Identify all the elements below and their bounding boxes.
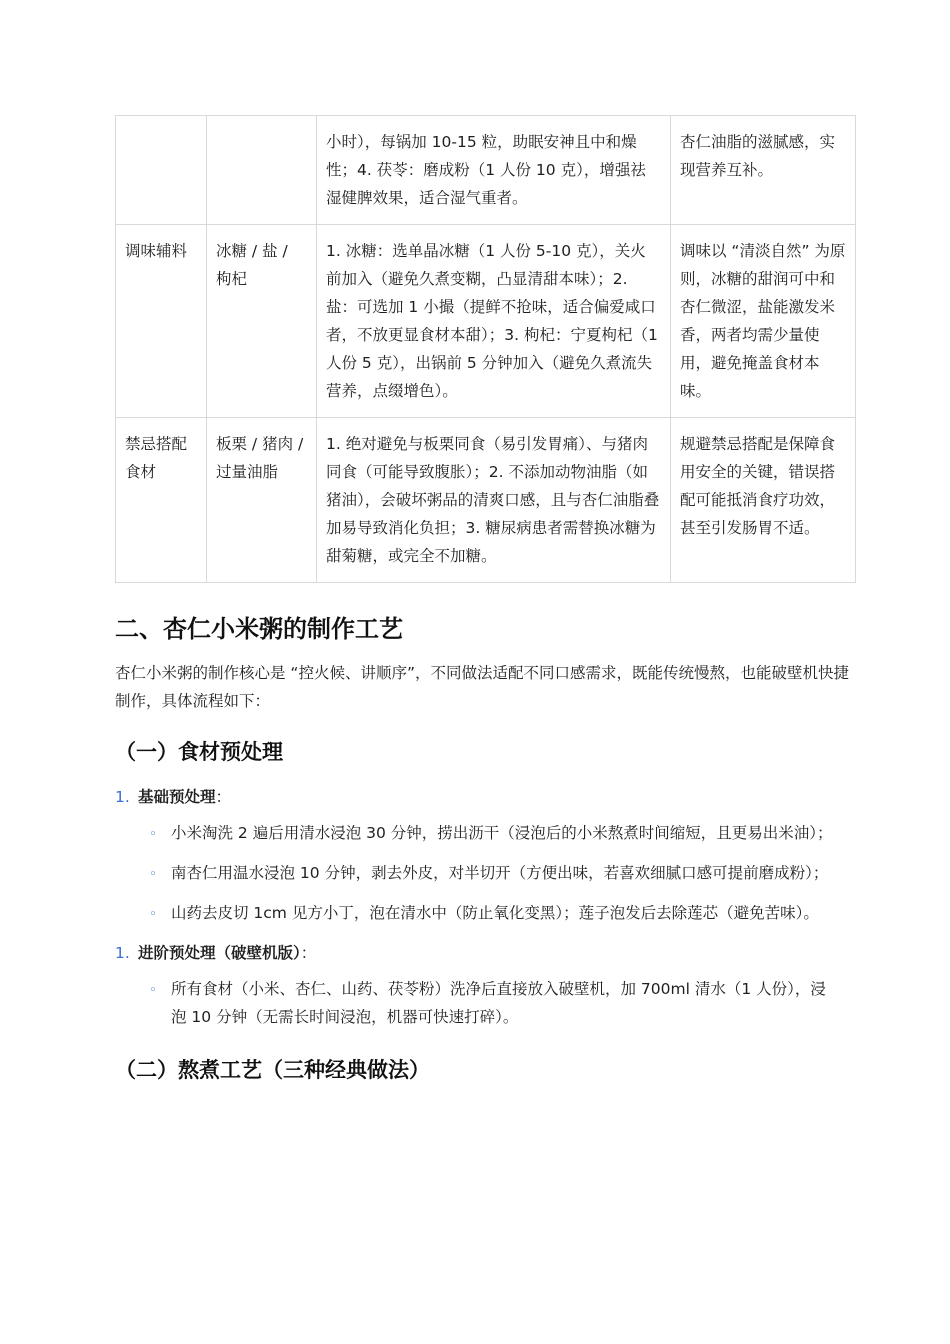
section-intro: 杏仁小米粥的制作核心是 “控火候、讲顺序”，不同做法适配不同口感需求，既能传统慢熬，也能破壁机快捷制作，具体流程如下： — [115, 664, 849, 710]
bullet-icon: ◦ — [149, 867, 157, 882]
table-cell: 板栗 / 猪肉 / 过量油脂 — [207, 418, 317, 583]
table-cell: 调味以 “清淡自然” 为原则，冰糖的甜润可中和杏仁微涩，盐能激发米香，两者均需少量使用，避免掩盖食材本味。 — [671, 225, 856, 418]
list-item-text: 南杏仁用温水浸泡 10 分钟，剥去外皮，对半切开（方便出味，若喜欢细腻口感可提前磨成粉）； — [171, 864, 829, 882]
list-item — [149, 819, 855, 849]
bullet-list — [115, 975, 855, 1031]
list-item-label: 进阶预处理（破壁机版） — [138, 944, 301, 962]
table-row — [116, 418, 856, 583]
ordered-list-item — [115, 939, 855, 967]
subsection-heading: （二）熬煮工艺（三种经典做法） — [115, 1058, 430, 1082]
list-item-suffix: ： — [215, 788, 232, 806]
bullet-icon: ◦ — [149, 827, 157, 842]
table-cell: 杏仁油脂的滋腻感，实现营养互补。 — [671, 116, 856, 225]
list-number: 1. — [115, 944, 130, 962]
ingredient-table — [115, 115, 856, 583]
bullet-icon: ◦ — [149, 907, 157, 922]
table-cell: 规避禁忌搭配是保障食用安全的关键，错误搭配可能抵消食疗功效，甚至引发肠胃不适。 — [671, 418, 856, 583]
subsection-heading: （一）食材预处理 — [115, 740, 283, 764]
table-row — [116, 225, 856, 418]
table-cell: 1. 绝对避免与板栗同食（易引发胃痛）、与猪肉同食（可能导致腹胀）；2. 不添加动物油脂（如猪油），会破坏粥品的清爽口感，且与杏仁油脂叠加易导致消化负担；3. 糖尿病患者需替换冰糖为甜菊糖，或完全不加糖。 — [317, 418, 671, 583]
table-cell: 冰糖 / 盐 / 枸杞 — [207, 225, 317, 418]
table-cell: 禁忌搭配食材 — [116, 418, 207, 583]
table-cell: 调味辅料 — [116, 225, 207, 418]
table-row — [116, 116, 856, 225]
document-page — [115, 115, 855, 1085]
list-item-text: 所有食材（小米、杏仁、山药、茯苓粉）洗净后直接放入破壁机，加 700ml 清水（1 人份），浸泡 10 分钟（无需长时间浸泡，机器可快速打碎）。 — [171, 980, 826, 1026]
ordered-list-item — [115, 783, 855, 811]
list-number: 1. — [115, 788, 130, 806]
bullet-list — [115, 819, 855, 929]
list-item — [149, 899, 855, 929]
table-cell — [207, 116, 317, 225]
list-item-suffix: ： — [300, 944, 317, 962]
list-item-label: 基础预处理 — [138, 788, 216, 806]
list-item — [149, 975, 855, 1031]
list-item-text: 山药去皮切 1cm 见方小丁，泡在清水中（防止氧化变黑）；莲子泡发后去除莲芯（避免苦味）。 — [171, 904, 819, 922]
list-item-text: 小米淘洗 2 遍后用清水浸泡 30 分钟，捞出沥干（浸泡后的小米熬煮时间缩短，且更易出米油）； — [171, 824, 833, 842]
table-cell: 小时），每锅加 10-15 粒，助眠安神且中和燥性；4. 茯苓：磨成粉（1 人份 10 克），增强祛湿健脾效果，适合湿气重者。 — [317, 116, 671, 225]
bullet-icon: ◦ — [149, 983, 157, 998]
section-heading: 二、杏仁小米粥的制作工艺 — [115, 615, 403, 643]
table-cell: 1. 冰糖：选单晶冰糖（1 人份 5-10 克），关火前加入（避免久煮变糊，凸显清甜本味）；2. 盐：可选加 1 小撮（提鲜不抢味，适合偏爱咸口者，不放更显食材本甜）；3. 枸杞：宁夏枸杞（1 人份 5 克），出锅前 5 分钟加入（避免久煮流失营养，点缀增色）。 — [317, 225, 671, 418]
table-cell — [116, 116, 207, 225]
list-item — [149, 859, 855, 889]
